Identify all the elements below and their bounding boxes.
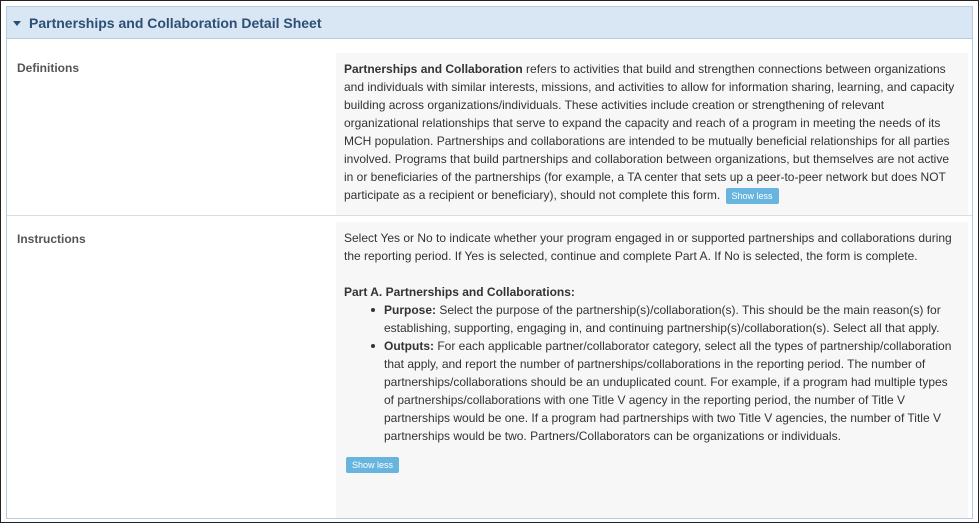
- list-item-outputs: [384, 337, 960, 445]
- definitions-term: Partnerships and Collaboration: [344, 62, 523, 76]
- bullet-term: Purpose:: [384, 303, 437, 317]
- instructions-intro: Select Yes or No to indicate whether your program engaged in or supported partnerships and collaborations during the reporting period. If Yes is selected, continue and complete Part A. If No is selected, the form is complete.: [344, 231, 952, 263]
- instructions-show-less-wrap: [344, 455, 960, 473]
- definitions-row: [7, 45, 972, 215]
- bullet-icon: [371, 308, 375, 312]
- instructions-content: [336, 222, 968, 519]
- definitions-show-less-button[interactable]: Show less: [726, 188, 779, 204]
- definitions-label: Definitions: [17, 61, 79, 75]
- bullet-icon: [371, 344, 375, 348]
- caret-down-icon[interactable]: [13, 21, 21, 26]
- panel-header[interactable]: [7, 7, 972, 39]
- instructions-row: [7, 215, 972, 519]
- part-a-title: Part A. Partnerships and Collaborations:: [344, 285, 575, 299]
- list-item-purpose: [384, 301, 960, 337]
- panel-title: Partnerships and Collaboration Detail Sheet: [29, 14, 322, 31]
- definitions-content: [336, 53, 968, 216]
- definitions-text: refers to activities that build and strengthen connections between organizations and individuals with similar interests, missions, and activities to allow for information sharing, learning, and capacity building across organizations/individuals. These activities include creation or strengthening of relevant organizational relationships that serve to expand the capacity and reach of a program in meeting the needs of its MCH population. Partnerships and collaborations are intended to be mutually beneficial relationships for all parties involved. Programs that build partnerships and collaboration between organizations, but themselves are not active in or beneficiaries of the partnerships (for example, a TA center that sets up a peer-to-peer network but does NOT participate as a recipient or beneficiary), should not complete this form.: [344, 62, 955, 202]
- instructions-bullet-list: [344, 301, 960, 445]
- instructions-label: Instructions: [17, 232, 86, 246]
- bullet-text: For each applicable partner/collaborator category, select all the types of partnership/collaboration that apply, and report the number of partnerships/collaborations in the reporting period. The number of partnerships/collaborations should be an unduplicated count. For example, if a program had multiple types of partnerships/collaborations with one Title V agency in the reporting period, the number of Title V partnerships would be one. If a program had partnerships with two Title V agencies, the number of Title V partnerships would be two. Partners/Collaborators can be organizations or individuals.: [384, 339, 952, 443]
- detail-sheet-panel: [6, 6, 973, 519]
- bullet-text: Select the purpose of the partnership(s)/collaboration(s). This should be the main reason(s) for establishing, supporting, engaging in, and continuing partnership(s)/collaboration(s). Select all that apply.: [384, 303, 941, 335]
- bullet-term: Outputs:: [384, 339, 434, 353]
- instructions-show-less-button[interactable]: Show less: [346, 457, 399, 473]
